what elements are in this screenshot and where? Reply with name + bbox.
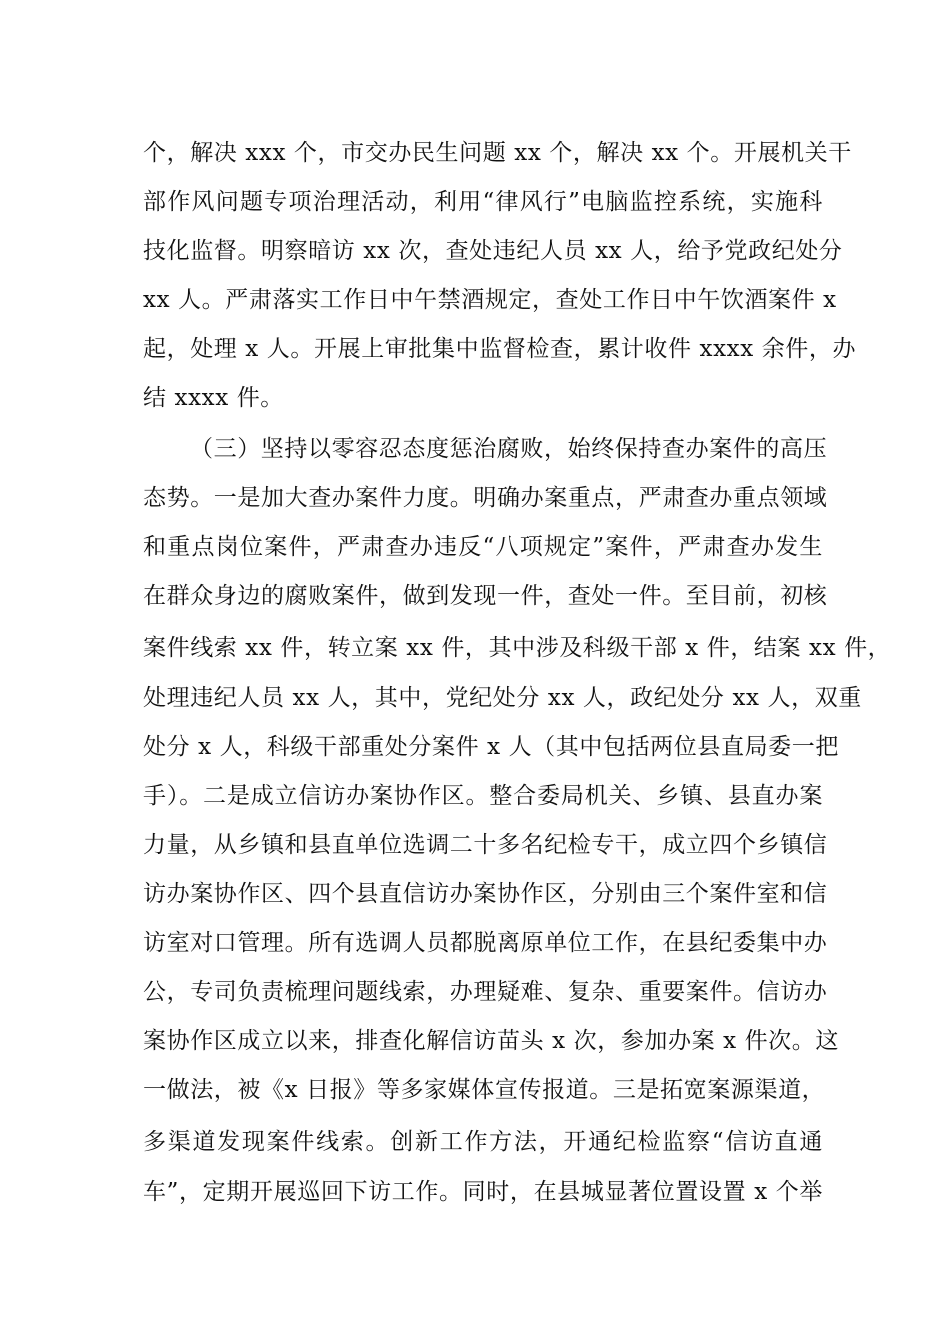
paragraph-line: 多渠道发现案件线索。创新工作方法，开通纪检监察“信访直通 [143,1129,823,1155]
paragraph-line: 态势。一是加大查办案件力度。明确办案重点，严肃查办重点领域 [143,485,828,511]
paragraph-line: 案协作区成立以来，排查化解信访苗头 x 次，参加办案 x 件次。这 [143,1028,839,1054]
paragraph-line: 个，解决 xxx 个，市交办民生问题 xx 个，解决 xx 个。开展机关干 [143,140,852,166]
paragraph-line: 技化监督。明察暗访 xx 次，查处违纪人员 xx 人，给予党政纪处分 [143,238,843,264]
paragraph-line: 部作风问题专项治理活动，利用“律风行”电脑监控系统，实施科 [143,189,823,215]
paragraph-line: 和重点岗位案件，严肃查办违反“八项规定”案件，严肃查办发生 [143,534,823,560]
paragraph-line: 案件线索 xx 件，转立案 xx 件，其中涉及科级干部 x 件，结案 xx 件， [143,635,892,661]
paragraph-line: 处分 x 人，科级干部重处分案件 x 人（其中包括两位县直局委一把 [143,734,839,760]
paragraph-line: 在群众身边的腐败案件，做到发现一件，查处一件。至目前，初核 [143,583,828,609]
paragraph-line: xx 人。严肃落实工作日中午禁酒规定，查处工作日中午饮酒案件 x [143,287,837,313]
section-heading-line: （三）坚持以零容忍态度惩治腐败，始终保持查办案件的高压 [190,436,828,462]
paragraph-line: 访室对口管理。所有选调人员都脱离原单位工作，在县纪委集中办 [143,930,828,956]
paragraph-line: 起，处理 x 人。开展上审批集中监督检查，累计收件 xxxx 余件，办 [143,336,857,362]
paragraph-line: 公，专司负责梳理问题线索，办理疑难、复杂、重要案件。信访办 [143,979,828,1005]
paragraph-line: 结 xxxx 件。 [143,385,284,411]
paragraph-line: 车”，定期开展巡回下访工作。同时，在县城显著位置设置 x 个举 [143,1179,823,1205]
paragraph-line: 一做法，被《x 日报》等多家媒体宣传报道。三是拓宽案源渠道， [143,1077,826,1103]
paragraph-line: 处理违纪人员 xx 人，其中，党纪处分 xx 人，政纪处分 xx 人，双重 [143,685,862,711]
paragraph-line: 手）。二是成立信访办案协作区。整合委局机关、乡镇、县直办案 [143,783,823,809]
paragraph-line: 力量，从乡镇和县直单位选调二十多名纪检专干，成立四个乡镇信 [143,832,828,858]
paragraph-line: 访办案协作区、四个县直信访办案协作区，分别由三个案件室和信 [143,881,828,907]
